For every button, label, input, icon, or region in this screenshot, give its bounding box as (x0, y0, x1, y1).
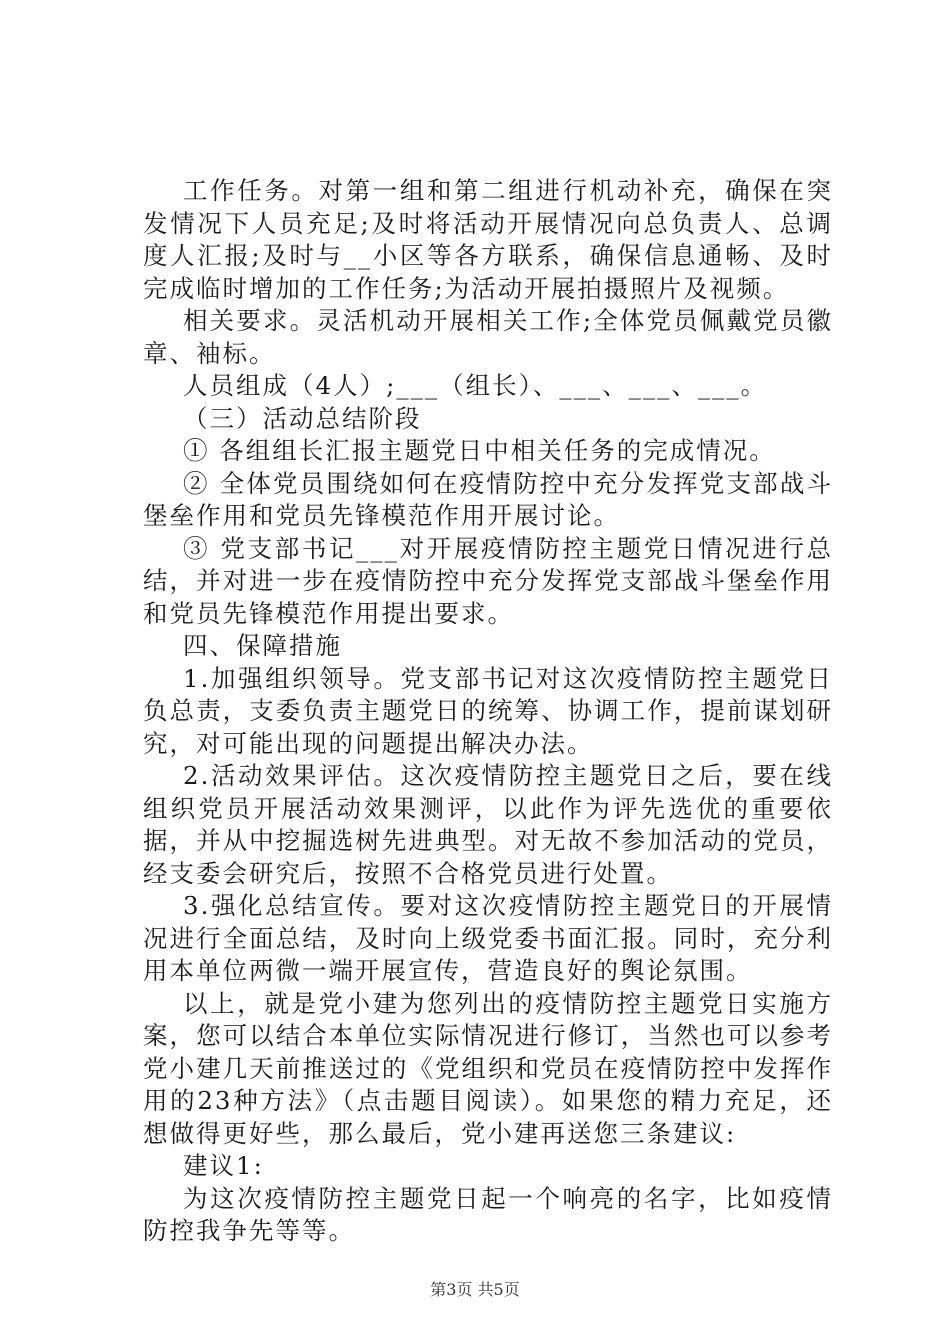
paragraph-conclusion: 以上，就是党小建为您列出的疫情防控主题党日实施方案，您可以结合本单位实际情况进行修订，当然也可以参考党小建几天前推送过的《党组织和党员在疫情防控中发挥作用的23种方法》（点击题目阅读）。如果您的精力充足，还想做得更好些，那么最后，党小建再送您三条建议: (143, 988, 833, 1148)
section-heading-summary-stage: （三）活动总结阶段 (183, 403, 422, 433)
paragraph-measure-2: 2.活动效果评估。这次疫情防控主题党日之后，要在线组织党员开展活动效果测评，以此作为评先选优的重要依据，并从中挖掘选树先进典型。对无故不参加活动的党员，经支委会研究后，按照不合格党员进行处置。 (143, 761, 833, 888)
paragraph-measure-3: 3.强化总结宣传。要对这次疫情防控主题党日的开展情况进行全面总结，及时向上级党委书面汇报。同时，充分利用本单位两微一端开展宣传，营造良好的舆论氛围。 (143, 891, 833, 985)
section-heading-safeguards: 四、保障措施 (183, 631, 342, 660)
paragraph-suggestion-1: 为这次疫情防控主题党日起一个响亮的名字，比如疫情防控我争先等等。 (143, 1183, 833, 1245)
paragraph-item-2: ② 全体党员围绕如何在疫情防控中充分发挥党支部战斗堡垒作用和党员先锋模范作用开展讨论。 (143, 468, 833, 530)
document-body (143, 175, 833, 1248)
paragraph-item-3: ③ 党支部书记___对开展疫情防控主题党日情况进行总结，并对进一步在疫情防控中充分发挥党支部战斗堡垒作用和党员先锋模范作用提出要求。 (143, 533, 833, 628)
paragraph-work-tasks: 工作任务。对第一组和第二组进行机动补充，确保在突发情况下人员充足;及时将活动开展情况向总负责人、总调度人汇报;及时与__小区等各方联系，确保信息通畅、及时完成临时增加的工作任务;为活动开展拍摄照片及视频。 (143, 176, 833, 303)
paragraph-personnel: 人员组成（4人）;___（组长）、___、___、___。 (183, 371, 768, 400)
paragraph-suggestion-label: 建议1: (183, 1151, 264, 1180)
paragraph-measure-1: 1.加强组织领导。党支部书记对这次疫情防控主题党日负总责，支委负责主题党日的统筹、协调工作，提前谋划研究，对可能出现的问题提出解决办法。 (143, 663, 833, 758)
paragraph-requirements: 相关要求。灵活机动开展相关工作;全体党员佩戴党员徽章、袖标。 (143, 306, 833, 368)
paragraph-item-1: ① 各组组长汇报主题党日中相关任务的完成情况。 (183, 436, 776, 465)
page-number-footer: 第3页 共5页 (430, 1280, 520, 1299)
